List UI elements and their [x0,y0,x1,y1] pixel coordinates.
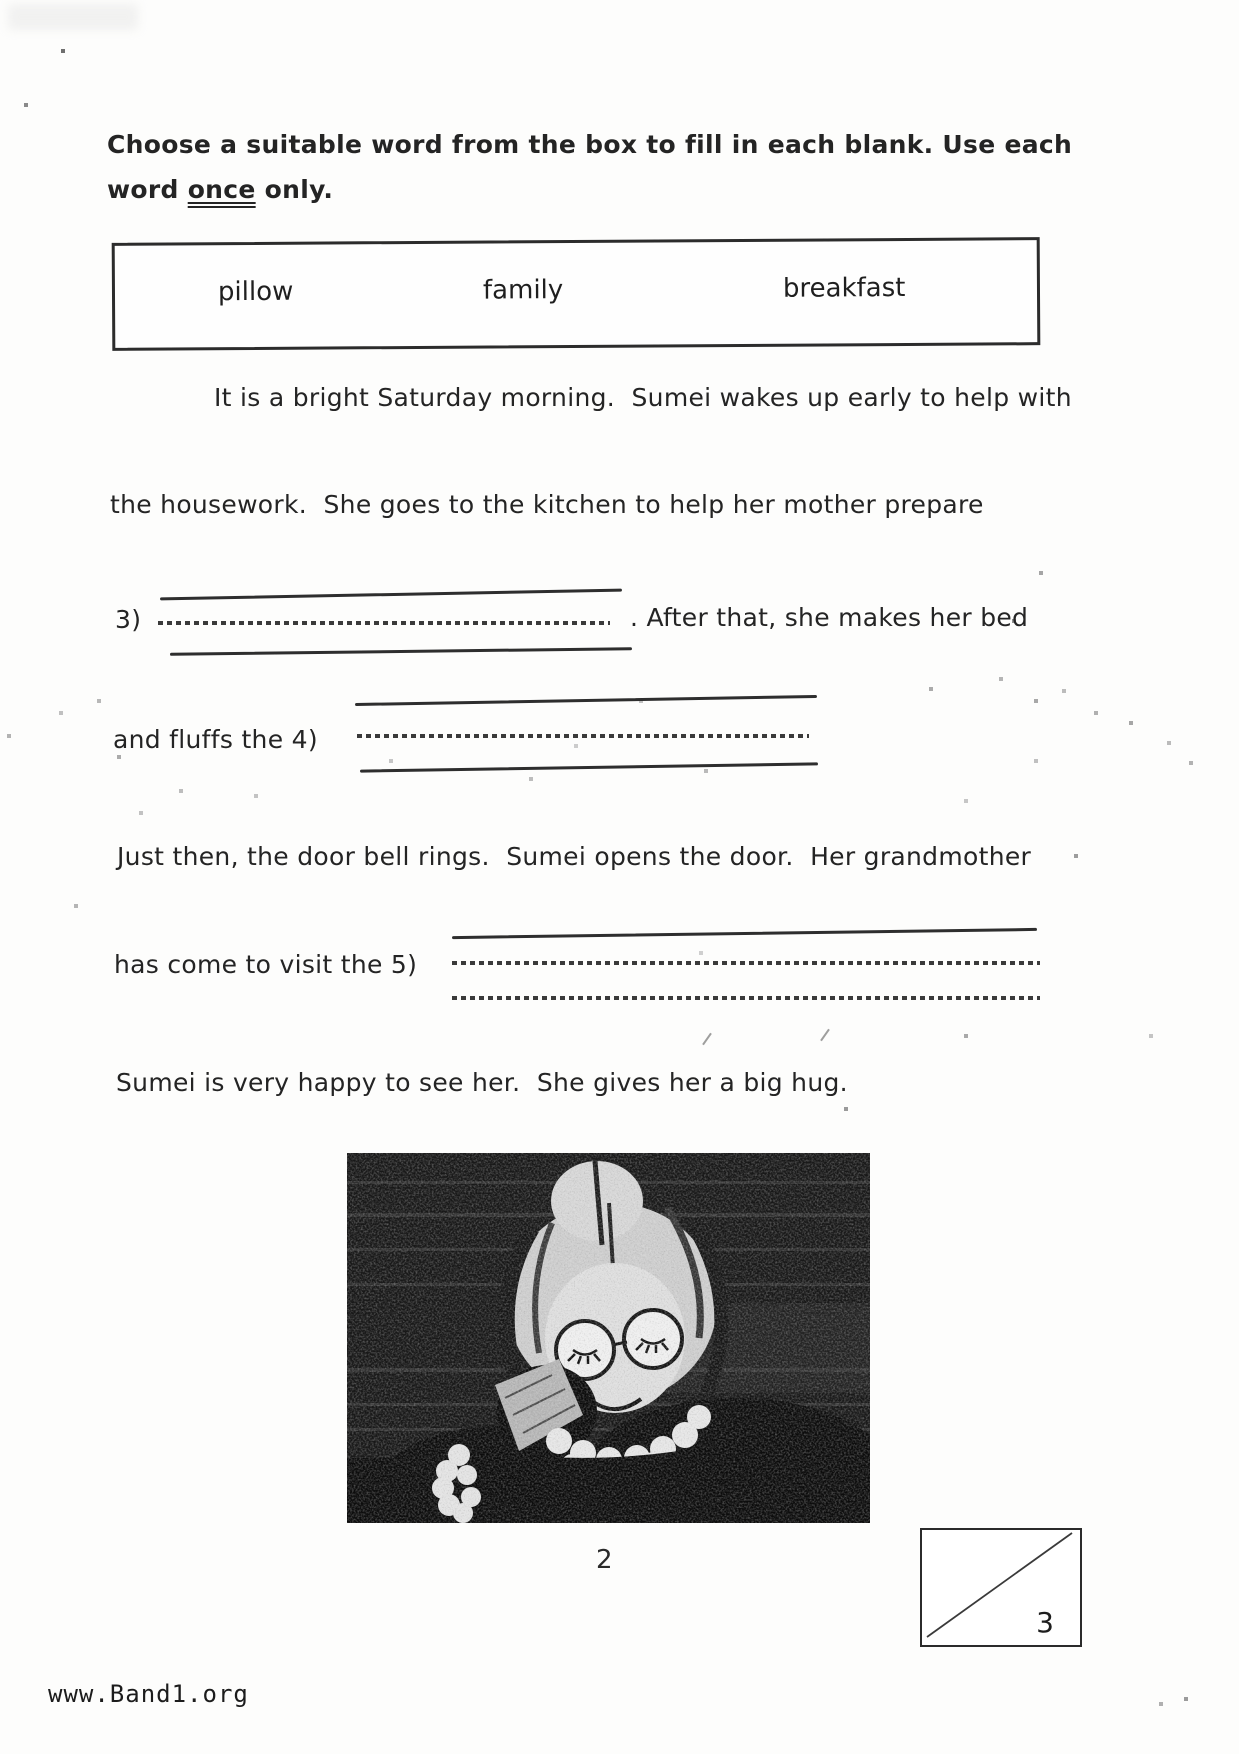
word-bank-item-pillow: pillow [217,276,294,308]
instruction-word: word [107,175,188,204]
blank-4-answer-line [357,734,809,738]
scan-smudge [8,4,138,30]
scan-stray-mark [702,1033,712,1046]
scan-stray-mark [820,1029,830,1042]
word-bank-item-family: family [482,275,564,306]
instruction-once-underlined: once [187,175,256,204]
grandmother-illustration-svg [347,1153,870,1523]
score-total: 3 [1036,1606,1054,1639]
blank-4-top-line [355,695,817,706]
instruction-line-1: Choose a suitable word from the box to fill in each blank. Use each [107,130,1073,159]
instruction-line-2 [107,175,333,205]
blank-4-bottom-line [360,762,818,772]
blank-3-answer-line [158,621,610,625]
blank-3-number: 3) [115,605,142,634]
scan-speckles [0,0,2,2]
word-bank-box [112,237,1041,351]
blank-4-label: and fluffs the 4) [113,725,318,754]
passage-line-3: Just then, the door bell rings. Sumei opens the door. Her grandmother [117,842,1032,871]
blank-3-after-text: . After that, she makes her bed [630,603,1029,632]
grandmother-hug-image [347,1153,870,1523]
blank-5-answer-line [452,961,1040,965]
blank-5-top-line [452,928,1037,939]
passage-line-4: Sumei is very happy to see her. She gives her a big hug. [116,1068,848,1097]
passage-line-1: It is a bright Saturday morning. Sumei wakes up early to help with [214,383,1072,412]
blank-3-bottom-line [170,647,632,656]
website-url: www.Band1.org [48,1680,249,1708]
word-bank-item-breakfast: breakfast [782,272,906,304]
instruction-only: only. [255,175,334,204]
page-number: 2 [596,1545,613,1575]
passage-line-2: the housework. She goes to the kitchen to help her mother prepare [110,490,984,519]
score-box [920,1528,1082,1647]
blank-5-second-dotted-line [452,996,1040,1000]
blank-3-top-line [160,589,622,601]
blank-5-label: has come to visit the 5) [114,950,418,979]
